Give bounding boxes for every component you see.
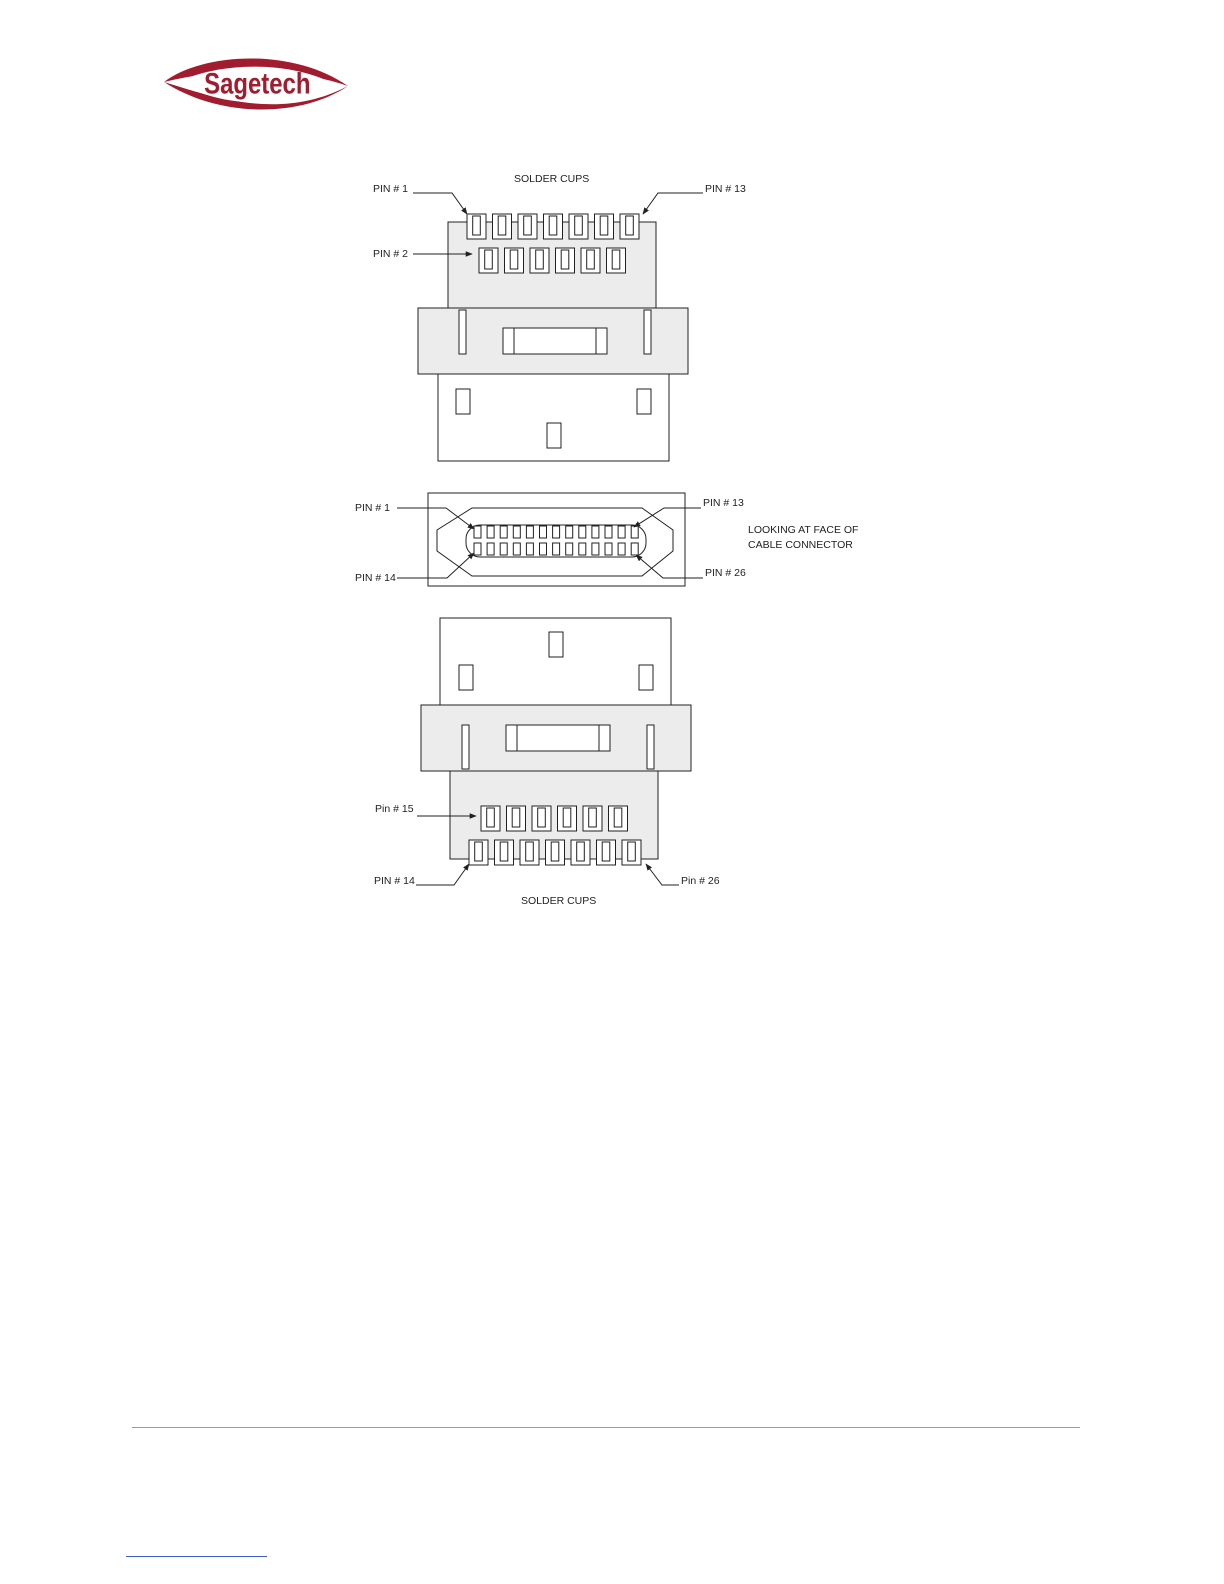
face-pin: [592, 543, 599, 555]
face-pin: [513, 526, 520, 538]
face-pin: [513, 543, 520, 555]
top-pin1-arrow: [413, 193, 467, 214]
bottom-hood: [440, 618, 671, 705]
solder-cup-inner: [614, 808, 622, 827]
solder-cup-inner: [473, 216, 481, 235]
face-pin: [500, 526, 507, 538]
footer-link-underline: [126, 1556, 267, 1557]
face-pin14-label: PIN # 14: [355, 572, 396, 584]
solder-cup-inner: [475, 842, 483, 861]
top-band-slot-right: [644, 310, 651, 354]
bottom-latch: [506, 725, 610, 751]
face-note-line1: LOOKING AT FACE OF: [748, 524, 859, 536]
face-pin: [553, 526, 560, 538]
top-connector-view: [373, 173, 746, 461]
face-pin: [526, 526, 533, 538]
face-pin: [526, 543, 533, 555]
solder-cup-inner: [487, 808, 495, 827]
face-pin: [540, 526, 547, 538]
face-pin: [566, 526, 573, 538]
face-note-line2: CABLE CONNECTOR: [748, 539, 853, 551]
top-pin2-label: PIN # 2: [373, 248, 409, 260]
face-pin: [487, 543, 494, 555]
solder-cup-inner: [575, 216, 583, 235]
face-pin: [592, 526, 599, 538]
face-pin: [605, 543, 612, 555]
solder-cup-inner: [538, 808, 546, 827]
top-hood-window-center: [547, 423, 561, 448]
solder-cup-inner: [612, 250, 620, 269]
face-pin: [579, 526, 586, 538]
solder-cup-inner: [536, 250, 544, 269]
solder-cup-inner: [526, 842, 534, 861]
face-pin: [618, 526, 625, 538]
solder-cup-inner: [577, 842, 585, 861]
bottom-pin15-label: Pin # 15: [375, 803, 414, 815]
solder-cup-inner: [563, 808, 571, 827]
footer-rule: [132, 1427, 1080, 1428]
bottom-solder-cups-row2: [469, 840, 641, 865]
face-pin: [631, 526, 638, 538]
face-pin13-label: PIN # 13: [703, 497, 744, 509]
bottom-hood-window-right: [639, 665, 653, 690]
solder-cup-inner: [587, 250, 595, 269]
solder-cup-inner: [589, 808, 597, 827]
bottom-pin14-label: PIN # 14: [374, 875, 415, 887]
solder-cup-inner: [498, 216, 506, 235]
face-pin: [487, 526, 494, 538]
face-pin: [605, 526, 612, 538]
bottom-band-slot-left: [462, 725, 469, 769]
bottom-hood-window-left: [459, 665, 473, 690]
solder-cup-inner: [549, 216, 557, 235]
face-pin1-label: PIN # 1: [355, 502, 391, 514]
face-connector-view: [355, 493, 858, 586]
bottom-pin26-label: Pin # 26: [681, 875, 720, 887]
top-pin13-arrow: [643, 193, 703, 214]
face-pin26-label: PIN # 26: [705, 567, 746, 579]
top-band-slot-left: [459, 310, 466, 354]
face-pin: [474, 543, 481, 555]
face-pin: [618, 543, 625, 555]
top-hood-window-right: [637, 389, 651, 414]
bottom-connector-view: [374, 618, 720, 907]
solder-cup-inner: [602, 842, 610, 861]
bottom-solder-cups-label: SOLDER CUPS: [521, 895, 597, 907]
bottom-hood-window-center: [549, 632, 563, 657]
solder-cup-inner: [524, 216, 532, 235]
bottom-pin26-arrow: [646, 864, 679, 885]
bottom-pin14-arrow: [416, 864, 469, 885]
solder-cup-inner: [551, 842, 559, 861]
solder-cup-inner: [485, 250, 493, 269]
top-pin1-label: PIN # 1: [373, 183, 409, 195]
solder-cup-inner: [628, 842, 636, 861]
solder-cup-inner: [500, 842, 508, 861]
logo-wordmark: Sagetech: [204, 65, 311, 101]
solder-cup-inner: [600, 216, 608, 235]
face-pin: [579, 543, 586, 555]
top-hood-window-left: [456, 389, 470, 414]
top-solder-cups-row1: [467, 214, 639, 239]
face-pin: [631, 543, 638, 555]
face-pin: [540, 543, 547, 555]
face-pin: [500, 543, 507, 555]
bottom-band-slot-right: [647, 725, 654, 769]
solder-cup-inner: [512, 808, 520, 827]
top-pin13-label: PIN # 13: [705, 183, 746, 195]
face-pin: [474, 526, 481, 538]
top-latch: [503, 328, 607, 354]
top-solder-cups-label: SOLDER CUPS: [514, 173, 590, 185]
solder-cup-inner: [510, 250, 518, 269]
solder-cup-inner: [561, 250, 569, 269]
solder-cup-inner: [626, 216, 634, 235]
face-pin: [553, 543, 560, 555]
face-pin: [566, 543, 573, 555]
